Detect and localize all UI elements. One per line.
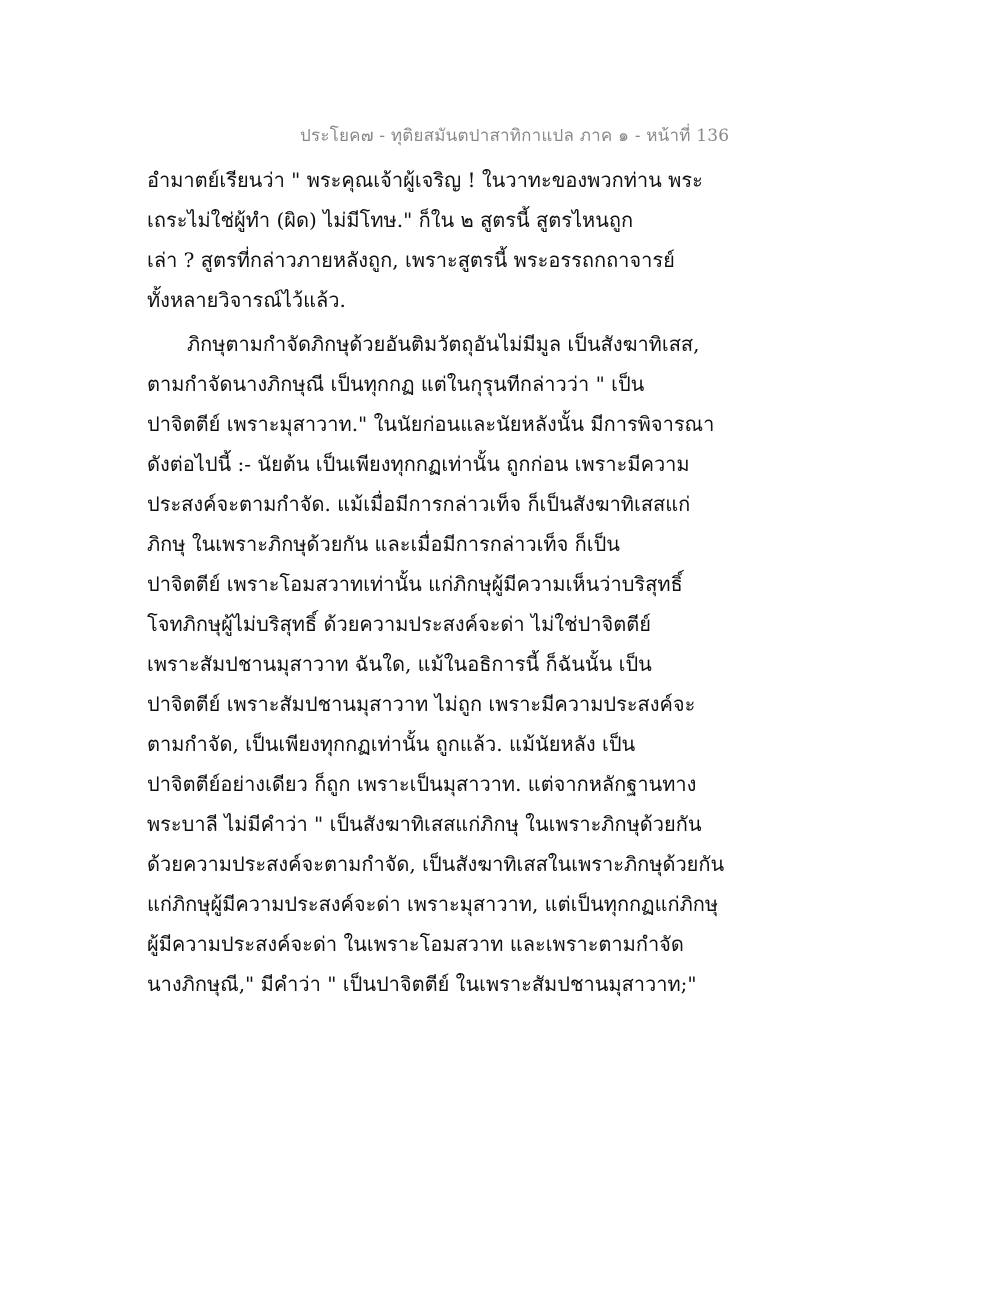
text-line: เพราะสัมปชานมุสาวาท ฉันใด, แม้ในอธิการนี้ ก็ฉันนั้น เป็น	[147, 652, 652, 676]
text-line: ผู้มีความประสงค์จะด่า ในเพราะโอมสวาท และเพราะตามกำจัด	[147, 932, 684, 956]
text-line: ปาจิตตีย์ เพราะสัมปชานมุสาวาท ไม่ถูก เพราะมีความประสงค์จะ	[147, 692, 696, 716]
text-line: ทั้งหลายวิจารณ์ไว้แล้ว.	[147, 288, 346, 312]
text-line: ตามกำจัด, เป็นเพียงทุกกฏเท่านั้น ถูกแล้ว. แม้นัยหลัง เป็น	[147, 732, 636, 756]
text-line: เถระไม่ใช่ผู้ทำ (ผิด) ไม่มีโทษ." ก็ใน ๒ สูตรนี้ สูตรไหนถูก	[147, 208, 634, 232]
text-line: เล่า ? สูตรที่กล่าวภายหลังถูก, เพราะสูตรนี้ พระอรรถกถาจารย์	[147, 248, 675, 272]
text-line: ด้วยความประสงค์จะตามกำจัด, เป็นสังฆาทิเสสในเพราะภิกษุด้วยกัน	[147, 852, 725, 876]
text-line: นางภิกษุณี," มีคำว่า " เป็นปาจิตตีย์ ในเพราะสัมปชานมุสาวาท;"	[147, 972, 697, 996]
running-header: ประโยค๗ - ทุติยสมันตปาสาทิกาแปล ภาค ๑ - หน้าที่ 136	[300, 126, 730, 146]
text-line: ปาจิตตีย์ เพราะโอมสวาทเท่านั้น แก่ภิกษุผู้มีความเห็นว่าบริสุทธิ์	[147, 572, 683, 596]
text-line: อำมาตย์เรียนว่า " พระคุณเจ้าผู้เจริญ ! ในวาทะของพวกท่าน พระ	[147, 168, 703, 192]
text-line: ปาจิตตีย์อย่างเดียว ก็ถูก เพราะเป็นมุสาวาท. แต่จากหลักฐานทาง	[147, 772, 697, 796]
body-text	[147, 160, 725, 1004]
text-line: ประสงค์จะตามกำจัด. แม้เมื่อมีการกล่าวเท็จ ก็เป็นสังฆาทิเสสแก่	[147, 492, 691, 516]
paragraph-1	[147, 160, 707, 320]
text-line: แก่ภิกษุผู้มีความประสงค์จะด่า เพราะมุสาวาท, แต่เป็นทุกกฏแก่ภิกษุ	[147, 892, 719, 916]
text-line: ภิกษุ ในเพราะภิกษุด้วยกัน และเมื่อมีการกล่าวเท็จ ก็เป็น	[147, 532, 620, 556]
text-line: พระบาลี ไม่มีคำว่า " เป็นสังฆาทิเสสแก่ภิกษุ ในเพราะภิกษุด้วยกัน	[147, 812, 702, 836]
text-line: ปาจิตตีย์ เพราะมุสาวาท." ในนัยก่อนและนัยหลังนั้น มีการพิจารณา	[147, 412, 715, 436]
text-line: โจทภิกษุผู้ไม่บริสุทธิ์ ด้วยความประสงค์จะด่า ไม่ใช่ปาจิตตีย์	[147, 612, 651, 636]
paragraph-2	[147, 324, 725, 1004]
text-line: ภิกษุตามกำจัดภิกษุด้วยอันติมวัตถุอันไม่มีมูล เป็นสังฆาทิเสส,	[187, 332, 700, 356]
text-line: ดังต่อไปนี้ :- นัยต้น เป็นเพียงทุกกฏเท่านั้น ถูกก่อน เพราะมีความ	[147, 452, 690, 476]
text-line: ตามกำจัดนางภิกษุณี เป็นทุกกฏ แต่ในกุรุนทีกล่าวว่า " เป็น	[147, 372, 645, 396]
